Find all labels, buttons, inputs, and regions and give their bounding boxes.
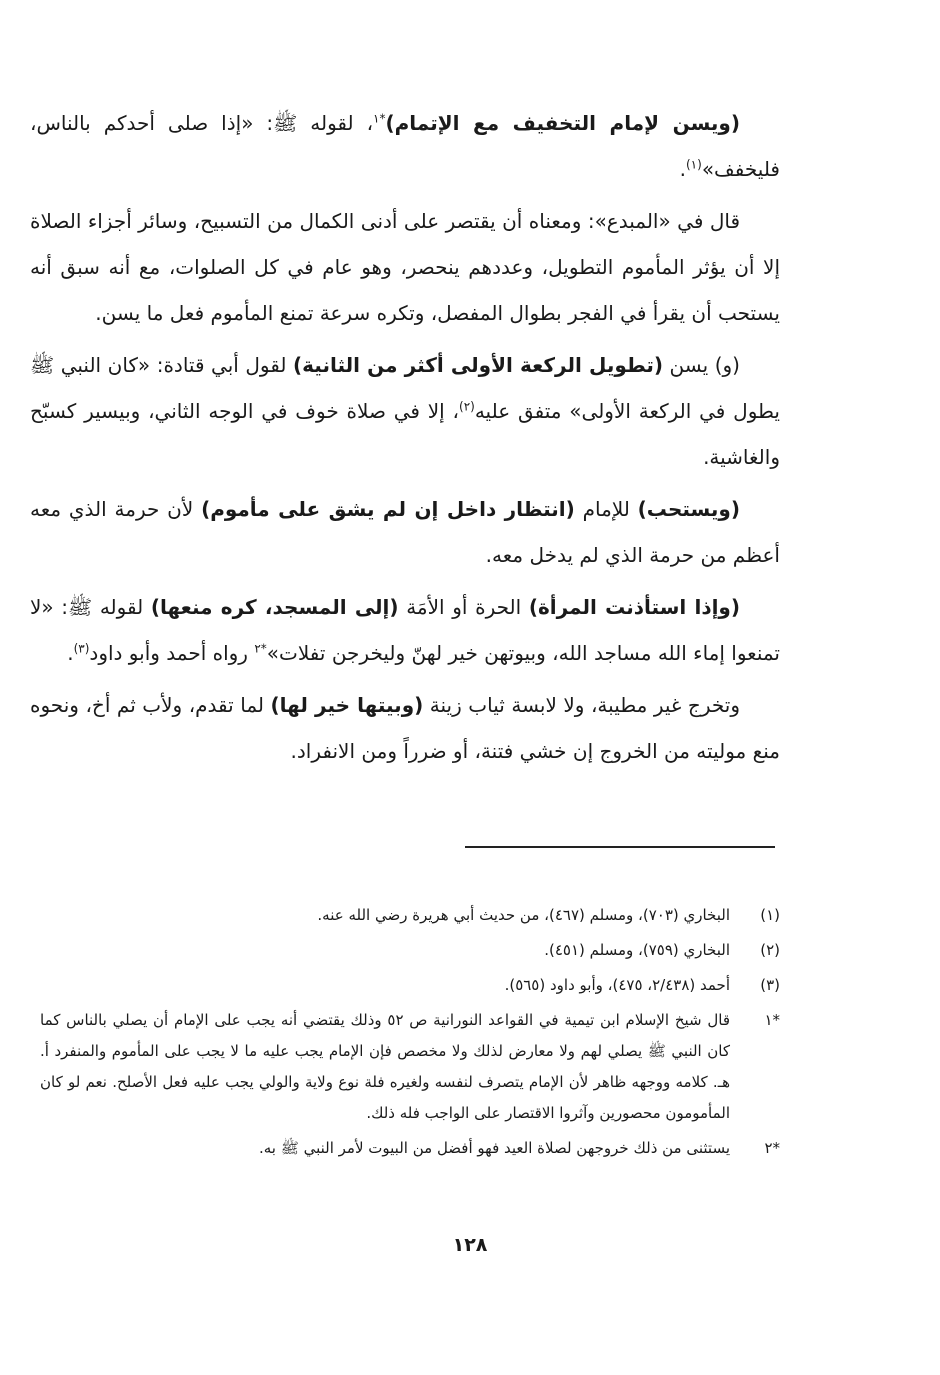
footnote-item: [40, 900, 780, 931]
commentary-text: .: [67, 641, 74, 665]
commentary-text: لأن حرمة الذي معه أعظم من حرمة الذي لم يدخل معه.: [30, 497, 780, 567]
footnote-divider: [465, 846, 775, 848]
footnote-text: قال شيخ الإسلام ابن تيمية في القواعد النورانية ص ٥٢ وذلك يقتضي أنه يجب على الإمام أن يصلي بالناس كما كان النبي ﷺ يصلي لهم ولا معارض لذلك ولا مخصص فإن الإمام يجب عليه ما لا يجب على المأموم والمنفرد أ. هـ. كلامه ووجهه ظاهر لأن الإمام يتصرف لنفسه ولغيره فلة نوع ولاية والولي يجب عليه فعل الأصلح. نعم لو كان المأمومون محصورين وآثروا الاقتصار على الواجب فله ذلك.: [40, 1011, 730, 1122]
footnote-number: (٢): [760, 941, 780, 959]
footnote-number: (٣): [760, 976, 780, 994]
footnote-mark[interactable]: *١: [373, 111, 386, 126]
commentary-text: رواه أحمد وأبو داود: [89, 641, 255, 665]
page-number: ١٢٨: [452, 1234, 488, 1256]
matn-text: (وبيتها خير لها): [270, 693, 424, 717]
footnote-ref[interactable]: (١): [685, 157, 702, 172]
matn-text: (إلى المسجد، كره منعها): [150, 595, 399, 619]
footnote-number: *١: [764, 1011, 780, 1029]
paragraph-3: [30, 342, 780, 480]
commentary-text: الحرة أو الأمَة: [398, 595, 529, 619]
matn-text: (وإذا استأذنت المرأة): [528, 595, 741, 619]
footnote-ref[interactable]: (٢): [459, 399, 475, 414]
matn-text: (تطويل الركعة الأولى أكثر من الثانية): [293, 353, 664, 377]
matn-text: (ويسن لإمام التخفيف مع الإتمام): [385, 111, 740, 135]
paragraph-5: [30, 584, 780, 676]
footnote-text: البخاري (٧٠٣)، ومسلم (٤٦٧)، من حديث أبي هريرة رضي الله عنه.: [317, 906, 730, 924]
footnotes: [40, 900, 780, 1168]
commentary-text: (و) يسن: [663, 353, 740, 377]
commentary-text: ، لقوله ﷺ: «إذا صلى أحدكم بالناس، فليخفف»: [30, 111, 780, 181]
commentary-text: قال في «المبدع»: ومعناه أن يقتصر على أدنى الكمال من التسبيح، وسائر أجزاء الصلاة إلا أن يؤثر المأموم التطويل، وعددهم ينحصر، وهو عام في كل الصلوات، مع أنه سبق أنه يستحب أن يقرأ في الفجر بطوال المفصل، وتكره سرعة تمنع المأموم فعل ما يسن.: [30, 209, 780, 325]
footnote-text: أحمد (٢/٤٣٨، ٤٧٥)، وأبو داود (٥٦٥).: [504, 976, 730, 994]
paragraph-2: [30, 198, 780, 336]
paragraph-6: [30, 682, 780, 774]
paragraph-4: [30, 486, 780, 578]
paragraph-1: [30, 100, 780, 192]
footnote-number: (١): [760, 906, 780, 924]
main-text: [30, 100, 780, 780]
footnote-item: [40, 935, 780, 966]
footnote-item: [40, 970, 780, 1001]
matn-text: (ويستحب): [637, 497, 740, 521]
footnote-number: *٢: [764, 1139, 780, 1157]
footnote-ref[interactable]: (٣): [73, 641, 90, 656]
commentary-text: وتخرج غير مطيبة، ولا لابسة ثياب زينة: [423, 693, 740, 717]
footnote-item: [40, 1005, 780, 1129]
matn-text: (انتظار داخل إن لم يشق على مأموم): [201, 497, 575, 521]
commentary-text: .: [679, 157, 686, 181]
footnote-item: [40, 1133, 780, 1164]
commentary-text: ، إلا في صلاة خوف في الوجه الثاني، وبيسير كسبّح والغاشية.: [30, 399, 780, 469]
footnote-text: يستثنى من ذلك خروجهن لصلاة العيد فهو أفضل من البيوت لأمر النبي ﷺ به.: [258, 1139, 730, 1157]
commentary-text: لقول أبي قتادة: «كان النبي ﷺ يطول في الركعة الأولى» متفق عليه: [30, 353, 780, 423]
footnote-mark[interactable]: *٢: [254, 641, 267, 656]
commentary-text: لما تقدم، ولأب ثم أخ، ونحوه منع موليته من الخروج إن خشي فتنة، أو ضرراً ومن الانفراد.: [30, 693, 780, 763]
commentary-text: لقوله ﷺ: «لا تمنعوا إماء الله مساجد الله، وبيوتهن خير لهنّ وليخرجن تفلات»: [30, 595, 780, 665]
commentary-text: للإمام: [574, 497, 638, 521]
footnote-text: البخاري (٧٥٩)، ومسلم (٤٥١).: [544, 941, 730, 959]
